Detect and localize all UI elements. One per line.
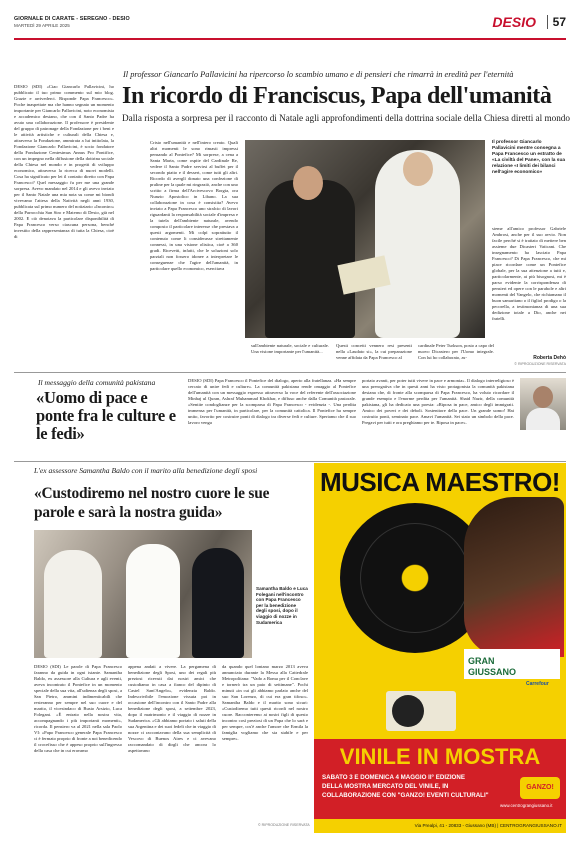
- article1-column-6: sieme all'amico professor Gabriele Ambrosi, anche per il suo avvio. Non facile perché si è trattato di mettere ben assieme due Dicasteri Vaticani. Che insegnamento ha lasciato Papa Francesco? Di Papa Francesco, che mi piace ricordare come un Pontefice globale, per la sua attenzione a tutti e, particolarmente, ai più bisognosi, mi è parso evidente la corrispondenza di pensieri ed opere con le parabole e altri momenti del Vangelo, che richiamano il buon samaritano o il figliol prodigo o la pecorella, a testimonianza di una sua dedizione totale a Dio, anche nei fratelli.: [492, 226, 566, 321]
- article1-column-5: cardinale Peter Turkson, posto a capo del nuovo Dicastero per l'Uomo integrale. Con lui ho collaborato, as-: [418, 343, 494, 360]
- advertisement: [314, 463, 566, 833]
- article3-photo-caption: Samantha Baldo e Luca Folegani nell'incontro con Papa Francesco per la benedizione degli sposi, dopo il viaggio di nozze in Sudamerica: [256, 586, 308, 625]
- article3-title: «Custodiremo nel nostro cuore le sue parole e sarà la nostra guida»: [34, 485, 270, 521]
- article3-column-1: DESIO (SDI) Le parole di Papa Francesco faranno da guida in ogni istante. Samantha Baldo, ex assessore alla Cultura e agli eventi, aveva incontrato il Pontefice in un momento speciale della sua vita, all'udienza degli sposi, a San Pietro, ammini indimenticabili che resteranno per sempre nel suo cuore e del marito, il vicesindaco di Busto Arsizio, Luca Folegani. «È entrato nella nostra vita, accompagnando i più importanti momenti», ricorda. Il pensiero va al 2021 nella sala Paolo VI: «Papo Francesco generale Papa Francesco ci è fermato proprio di fronte a noi benedicendo il crocefisso che è appeso proprio sull'ingresso della casa che in cui eravamo: [34, 664, 122, 753]
- article1-column-2: Cristo nell'umanità e nell'intero creato. Quali altri momenti le sono rimasti impressi pensando al Pontefice? Mi sorprese, a cena a Santa Marta, come ospite del Cardinale Re, vedere il Santo Padre servirsi al buffet per il secondo piatto e il dessert, come tutti gli altri. Ricordo di averglí donato una confezione di praline per la quale mi ringraziò, anche con uno scritto a firma dell'Arcivescovo Borgia, ora Nunzio Apostolico in Libano. La sua collaborazione in cosa è consistita? Avevo inviato a Papa Francesco uno stralcio di lavori riguardanti la responsabilità sociale d'impresa e la tutela dell'ambiente naturale, avendo composto il particolare interesse che prestava a questi argomenti. Mi colpì soprattutto il contenuto come li considerasse strettamente connessi, in una visione olistica, cioè a 360 gradi. Ricevetti, infatti, che le soluzioni solo parziali non fossero idonee a interpretare le conseguenze che l'agire dell'umanità, in particolare quello economico, esercitava: [150, 140, 238, 271]
- header-rule: [14, 38, 566, 40]
- groom-figure: [192, 548, 244, 658]
- ganzo-badge: GANZO!: [520, 777, 560, 799]
- issue-date: MARTEDÌ 29 APRILE 2025: [14, 23, 70, 28]
- brand-name-2: GIUSSANO: [468, 667, 517, 677]
- article1-rights: © RIPRODUZIONE RISERVATA: [514, 362, 566, 366]
- masthead: [14, 14, 566, 36]
- article1-column-4: Questi concetti vennero resi presenti nella «Laudato si», la cui preparazione venne affidata da Papa Francesco al: [336, 343, 412, 360]
- newspaper-name: GIORNALE DI CARATE - SEREGNO - DESIO: [14, 16, 130, 22]
- article2-column-2: portato avanti, per poter tutti vivere in pace e armonia». Il dialogo interreligioso è una prerogativa che in questi anni ha visto protagonista la comunità pakistana desiana che, di fronte alla scomparsa di Papa Francesco, ha voluto ricordare il grande esempio e l'enorme perdita per l'umanità. Shaid Nazir, della comunità pakistana, gli ha dedicato una poesia: «Riposa in pace, amico degli immigrati. Amico dei poveri e dei deboli. Sostenitore della pace. Un grande uomo! Hai costruito ponti, seminato pace. Amavi l'umanità. Sei stato un simbolo della pace. Pregavi per tutti e ora preghiamo per te. Riposa in pace».: [362, 378, 514, 425]
- article1-subtitle: Dalla risposta a sorpresa per il racconto di Natale agli approfondimenti della dottrina sociale della Chiesa diretti al mondo: [122, 113, 570, 123]
- ad-line-2: DELLA MOSTRA MERCATO DEL VINILE, IN: [322, 783, 449, 790]
- article1-photo-caption: Il professor Giancarlo Pallavicini mentre consegna a Papa Francesco un estratto de «La civiltà del Pane», con la sua relazione «I limiti dei bilanci nell'agire economico»: [492, 140, 566, 175]
- khokhar-portrait: [520, 378, 566, 430]
- pope-meeting-photo: [245, 140, 485, 338]
- article2-column-1: DESIO (SDI) Papa Francesco il Pontefice del dialogo, aperto alla fratellanza. «Ha sempre cercato di unire fedi e culture». La comunità pakistana rende omaggio al Pontefice dell'umanità con un messaggio espresso attraverso la voce del referente dell'associazione Minhaj ul Quran, Ashraf Muhammad Khokhar, e diffuso anche dalla Comunità pastorale. «Sentite condoglianze per la scomparsa di Papa Francesco - evidenzia -. Una perdita immensa per l'umanità, in particolare, per la comunità cattolica. Il Pontefice ha sempre unito, favorito per costruire ponti di dialogo tra diverse fedi e culture. Speriamo che il suo lavoro venga: [188, 378, 356, 425]
- article2-kicker: Il messaggio della comunità pakistana: [38, 378, 156, 387]
- article3-column-2: appena andati a vivere. La pergamena di benedizione degli Sposi, uno dei regali più preziosi ricevuti dai nostri amici che custodiamo in casa a fianco del dipinto di Castel Sant'Angelo», evidenzia Baldo. Indescrivibile l'emozione vissuta poi in occasione dell'incontro con il Santo Padre alla benedizione degli sposi, a settembre 2023, dopo il matrimonio e il viaggio di nozze in Sudamerica. «Gli abbiamo portato i saluti della sua Argentina e dei suoi fedeli che in viaggio di nozze ci raccontavano della sua semplicità di Vescovo di Buenos Aires e ci avevano raccomandato di dirgli che ancora lo aspettavano: [128, 664, 216, 753]
- divider-2: [14, 461, 566, 462]
- turntable-icon: [386, 691, 456, 731]
- article3-rights: © RIPRODUZIONE RISERVATA: [258, 823, 310, 827]
- article1-author: Roberta Dehò: [533, 355, 566, 361]
- ad-website: www.centrograngiussano.it: [500, 803, 553, 808]
- brand-logo: [464, 649, 560, 679]
- pope-in-wheelchair: [44, 550, 102, 658]
- article1-column-3: sull'ambiente naturale, sociale e culturale. Una visione importante per l'umanità...: [251, 343, 329, 354]
- ad-title: MUSICA MAESTRO!: [320, 467, 560, 497]
- portrait-body: [526, 408, 560, 430]
- carrefour-logo: Carrefour: [526, 681, 549, 687]
- wedding-blessing-photo: [34, 530, 252, 658]
- ad-line-1: SABATO 3 E DOMENICA 4 MAGGIO II° EDIZIONE: [322, 774, 465, 781]
- portrait-head: [533, 386, 553, 408]
- article3-kicker: L'ex assessore Samantha Baldo con il marito alla benedizione degli sposi: [34, 466, 258, 475]
- article1-title: In ricordo di Franciscus, Papa dell'umanità: [122, 83, 552, 109]
- vinyl-groove: [360, 523, 470, 633]
- ad-line-3: COLLABORAZIONE CON "GANZO! EVENTI CULTURALI": [322, 792, 489, 799]
- article2-title: «Uomo di pace e ponte fra le culture e le fedi»: [36, 388, 176, 443]
- singer-woman-figure: [464, 497, 564, 657]
- article1-column-1: DESIO (SDI) «Ciao Giancarlo Pallavicini, ho pubblicato il tuo primo commento sul mio blog. Grazie e arrivederci. Risponde Papa Francesco». Poche inaspettate ma che hanno segnato un momento importante per Giancarlo Pallavicini, noto economista e accademico desiano, che con il Santo Padre ha avuto una collaborazione. Il professore è presidente del gruppo di patronage della Fondazione per i beni e le attività artistiche e culturali della Chiesa e, attraverso la Fondazione, ammirata a lui intitolata, la Fondazione Giancarlo Pallavicini, è socio fondatore della Fondazione Centesimus Annus Pro Pontifice, con un impegno nella diffusione della dottrina sociale della Chiesa nel mondo e in progetti di sviluppo economico, attraverso la ricerca di nuovi modelli. Cosa ha significato per lei il contatto diretto con Papa Francesco? Quel messaggio fu per me una grande sorpresa. Avevo mandato nel 2014 e gli avevo inviato per il Santo Natale una mia nota su come mi biondi vivevamo l'attesa della Natività negli anni 1930, pubblicata sul primo numero del notiziario «Incontro» della Parrocchia San Siro e Materno di Desio, già nel 2002. E ciò denotava la particolare disponibilità di Papa Francesco verso ciascuna persona, benché investito della rappresentanza di tutta la Chiesa, cioè di: [14, 84, 114, 239]
- ad-headline: VINILE IN MOSTRA: [339, 744, 541, 769]
- divider-1: [14, 372, 566, 373]
- pope-head: [403, 152, 433, 186]
- professor-figure: [265, 180, 355, 338]
- section-name: DESIO: [492, 14, 536, 30]
- page-number: 57: [547, 15, 566, 29]
- professor-head: [293, 166, 323, 200]
- bride-figure: [126, 544, 180, 658]
- article1-kicker: Il professor Giancarlo Pallavicini ha ripercorso lo scambio umano e di pensieri che rimarrà in eredità per l'eternità: [123, 70, 514, 79]
- brand-name-1: GRAN: [468, 656, 495, 666]
- ad-address: Via Prealpi, 41 - 20833 - Giussano (MB) | CENTROGRANGIUSSANO.IT: [314, 819, 566, 833]
- article3-column-3: da quando quel lontano marzo 2013 aveva annunciato durante la Messa alla Cattedrale Metropolitana: "Vado a Roma per il Conclave e tornerò tra un paio di settimane". Pochi minuti «in cui gli abbiamo parlato anche del suo San Lorenzo, di cui era gran tifoso». Samantha Baldo e il marito sono sicuri: «Custodiremo tutti questi ricordi nel nostro cuore. Racconteremo ai nostri figli di questo incontro così preziosi di un Papa che lo sarà e per sempre, cos'è anche l'amore che Ermila la famiglia vogliamo che sia stabile e per sempre».: [222, 664, 308, 741]
- turntable-platter: [392, 695, 424, 727]
